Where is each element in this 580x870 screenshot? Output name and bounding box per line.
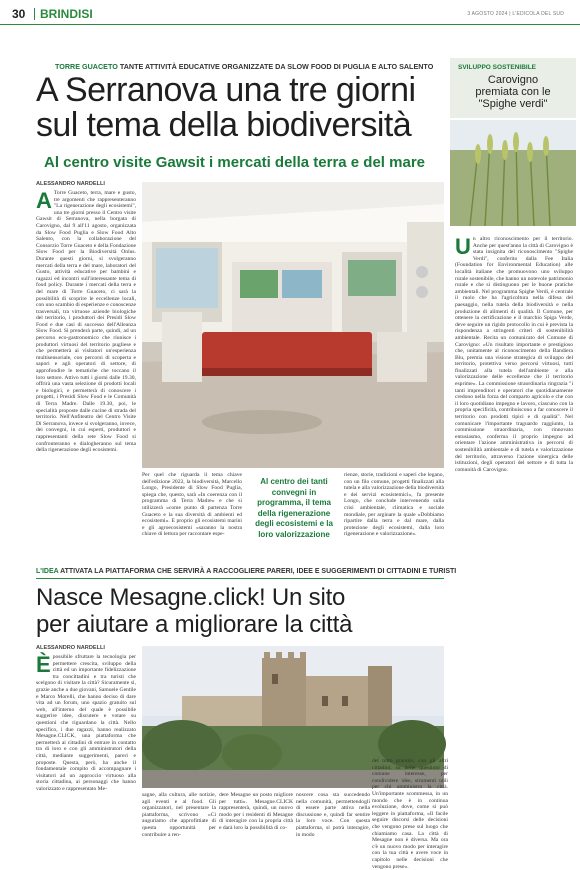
sidebar-headline	[450, 74, 576, 110]
article1-author: ALESSANDRO NARDELLI	[36, 181, 105, 187]
article2-kicker-bar	[36, 568, 457, 575]
column-text: Torre Guaceto, terra, mare e gusto, tre argomenti che rappresenteranno "La rigenerazione degli ecosistemi", una tre giorni presso il Centro visite Gawsit di Serranova, nella borgata di Carovigno, dal 9 all'11 agosto, organizzata da Slow Food Puglia e Slow Food Alto Salento, con la collaborazione del Consorzio Torre Guaceto e della Fondazione Slow Food per la Biodiversità Onlus. Durante questi giorni, si svolgeranno mercati della terra e del mare, laboratori del Gusto, attività educative per bambini e ragazzi ed incontri sull'interessante tema di food policy. Durante i mercati della terra e del mare di Torre Guaceto, ci sarà la possibilità di scoprire le eccellenze locali, con uno scambio di esperienze e conoscenze trasversali, tra virtuose aziende biologiche del territorio, i produttori dei Presìdi Slow Food e due casi di successo dell'Alleanza Slow Food. Si prenderà parte, quindi, ad un percorso eco-gastronomico che riunisce i produttori virtuosi del territorio pugliese e che permetterà ai visitatori un'esperienza multisensoriale, con percorsi di scoperta e sapori e agli operatori di settore, di approfondire le tematiche che toccano il loro settore. Attivo tutti i giorni dalle 19.30, offrirà una vasta selezione di prodotti locali e biologici, e permetterà di conoscere i progetti, i Presìdi Slow Food e le Comunità di Terra Madre. Dalle 19.30, poi, le specialità proposte dalle cucine di strada del territorio. Nell'Anfiteatro del Centro Visite Di Serranova, invece si svolgeranno, invece, dei convegni, in cui esperti, produttori e rappresentanti della rete Slow Food si confronteranno e dialogheranno sul tema della rigenerazione degli ecosistemi.	[36, 190, 137, 454]
article2-headline	[36, 584, 446, 638]
article1-column: Per quel che riguarda il tema chiave dell'edizione 2022, la biodiversità, Marcello Longo, Presidente di Slow Food Puglia, spiega che, questo, sarà «In coerenza con il programma di Terra Madre» e che si utilizzerà «come punto di partenza Torre Guaceto e la sua diversità di ambienti ed ecosistemi». E proprio gli ecosistemi marini e gli agroecosistemi «saranno la nostra chiave di lettura per raccontare espe-	[142, 472, 242, 538]
article1-kicker	[55, 62, 433, 71]
article2-kicker-rule	[36, 578, 444, 579]
wheat-field-photo	[450, 120, 576, 226]
sidebar-headline-line: Carovigno	[487, 74, 539, 86]
pull-quote: Al centro dei tanti convegni in programma, il tema della rigenerazione degli ecosistemi e la loro valorizzazione	[255, 477, 333, 539]
article2-column: del tutto gratuito, con gli altri cittadini, su delle questioni di comune interesse, per condividere idee, strumenti utili per chi amministra la città. Un'importante scommessa, in un mondo che è in continua evoluzione, dove, come si può leggere in piattaforma, «Il facile seguire discorsi delle decisioni che vengono prese sul luogo che chiamiamo casa. La città di Mesagne non è diversa. Ma ora c'è un nuovo modo per interagire con la tua città e avere voce in capitolo nelle decisioni che vengono prese».	[372, 758, 448, 870]
kicker-place: TORRE GUACETO	[55, 62, 118, 71]
kicker-place: L'IDEA	[36, 568, 59, 575]
sidebar-text	[455, 236, 573, 826]
sidebar-body: n altro riconoscimento per il territorio. Anche per quest'anno la città di Carovigno è stata insignita del riconoscimento "Spighe Verdi", conferito dalla Fee Italia (Foundation for Environmental Education) alle località italiane che promuovono uno sviluppo rurale sostenibile, che hanno un notevole patrimonio rurale e che si distinguono per le buone pratiche ambientali. Nel programma Spighe Verdi, è centrale il ruolo che ha l'agricoltura nella difesa del paesaggio, nella tutela della biodiversità e nella produzione di alimenti di qualità. Il Comune, per ottenere la certificazione e il marchio Spiga Verde, deve seguire un rigido protocollo in cui è prevista la rispondenza a stringenti criteri di sostenibilità ambientale. Recita un comunicato del Comune di Carovigno: «Un risultato importante e prestigioso che, unitamente al riconoscimento della Bandiera Blu, premia una visione strategica di sviluppo del territorio, protettiva verso percorsi virtuosi, tutti finalizzati alla tutela dell'ambiente e alla valorizzazione delle eccellenze che il territorio esprime». La commissione straordinaria ringrazia "i tanti imprenditori e operatori che quotidianamente credono nella forza del comparto agricolo e che con il loro quotidiano impegno e lavoro, ciascuno con la propria specificità, contribuiscono a far conoscere il territorio con prodotti tipici e di qualità". Nel comunicare l'importante traguardo raggiunto, la commissione straordinaria, con rinnovato entusiasmo, conferma il proprio impegno ad orientare l'azione amministrativa in percorsi di sostenibilità ambientale e di tutela e valorizzazione del territorio, attraverso l'azione sinergica delle istituzioni, degli operatori del settore e di tutta la comunità di Carovigno.	[455, 236, 573, 473]
headline-line: per aiutare a migliorare la città	[36, 611, 353, 638]
page-number: 30	[12, 7, 26, 21]
dropcap: U	[455, 234, 471, 259]
header-rule	[0, 24, 580, 25]
article2-column: noscere cosa sta succedendo nella comunità, permettendogli di essere parte attiva nella discussione e, quindi far sentire la loro voce. Con questa piattaforma, si potrà interagire, in modo	[296, 792, 370, 838]
article2-column: dere Mesagne un posto migliore per tutti». Mesagne.CLICK rappresenterà, quindi, un nuovo modo per i residenti di Mesagne di interagire con la propria città e darà loro la possibilità di co-	[219, 792, 293, 831]
dropcap: È	[36, 652, 51, 677]
header-divider	[34, 8, 35, 20]
kicker-text: ATTIVATA LA PIATTAFORMA CHE SERVIRÀ A RACCOGLIERE PARERI, IDEE E SUGGERIMENTI DI CITTADINI E TURISTI	[60, 568, 457, 575]
column-text: possibile sfruttare la tecnologia per permettere crescita, sviluppo della città ed un importante fidelizzazione tra concittadini e tra turisti che scelgono di visitare la città? Sicuramente sì, grazie anche a due giovani, Samuele Gentile e Marco Morelli, che hanno deciso di dare vita ad un forum, uno spazio gratuito sul web, all'interno del quale è possibile suggerire idee, discutere e votare su questioni che riguardano la città. Nello specifico, i due ragazzi, hanno realizzato Mesagne.CLICK, una piattaforma che permetterà ai cittadini di entrare in contatto tra di loro e con gli amministratori della città, mediante suggerimenti, pareri e proposte. Questa, però, ha anche il fondamentale compito di accompagnare i visitatori ad un approccio virtuoso alla storia cittadina, ai personaggi che hanno valorizzato e rappresentato Me-	[36, 654, 136, 792]
page-header	[12, 5, 572, 23]
section-name: BRINDISI	[40, 7, 93, 21]
sidebar-kicker: SVILUPPO SOSTENIBILE	[458, 64, 537, 71]
dropcap: A	[36, 188, 52, 213]
museum-interior-photo	[142, 182, 444, 468]
headline-line: A Serranova una tre giorni	[36, 71, 416, 109]
article2-author: ALESSANDRO NARDELLI	[36, 645, 105, 651]
sidebar-headline-line: premiata con le	[475, 86, 551, 98]
article1-subheadline: Al centro visite Gawsit i mercati della terra e del mare	[44, 154, 425, 171]
masthead-date: 3 AGOSTO 2024 | L'EDICOLA DEL SUD	[467, 11, 564, 17]
article1-column	[36, 190, 136, 560]
headline-line: sul tema della biodiversità	[36, 106, 411, 144]
sidebar-headline-line: "Spighe verdi"	[478, 98, 548, 110]
headline-line: Nasce Mesagne.click! Un sito	[36, 584, 346, 611]
article2-column: sagne, alla cultura, alle notizie, agli eventi e al food. Gli organizzatori, nel presentare la piattaforma, scrivono «Ci auguriamo che approfittiate di questa opportunità per contribuire a ren-	[142, 792, 216, 838]
kicker-text: TANTE ATTIVITÀ EDUCATIVE ORGANIZZATE DA SLOW FOOD DI PUGLIA E ALTO SALENTO	[119, 62, 434, 71]
article1-column: rienze, storie, tradizioni e saperi che legano, con un filo comune, progetti finalizzati alla tutela e alla valorizzazione della biodiversità e dei servizi ecosistemici», fa presente Longo, che conclude intervenendo sulla crisi ambientale, climatica e sociale mondiale, per arginare la quale «Dobbiamo ripartire dalla terra e dal mare, dalla protezione degli ecosistemi, dalla loro rigenerazione e valorizzazione».	[344, 472, 444, 538]
article2-column	[36, 654, 136, 834]
article1-headline	[36, 73, 436, 143]
